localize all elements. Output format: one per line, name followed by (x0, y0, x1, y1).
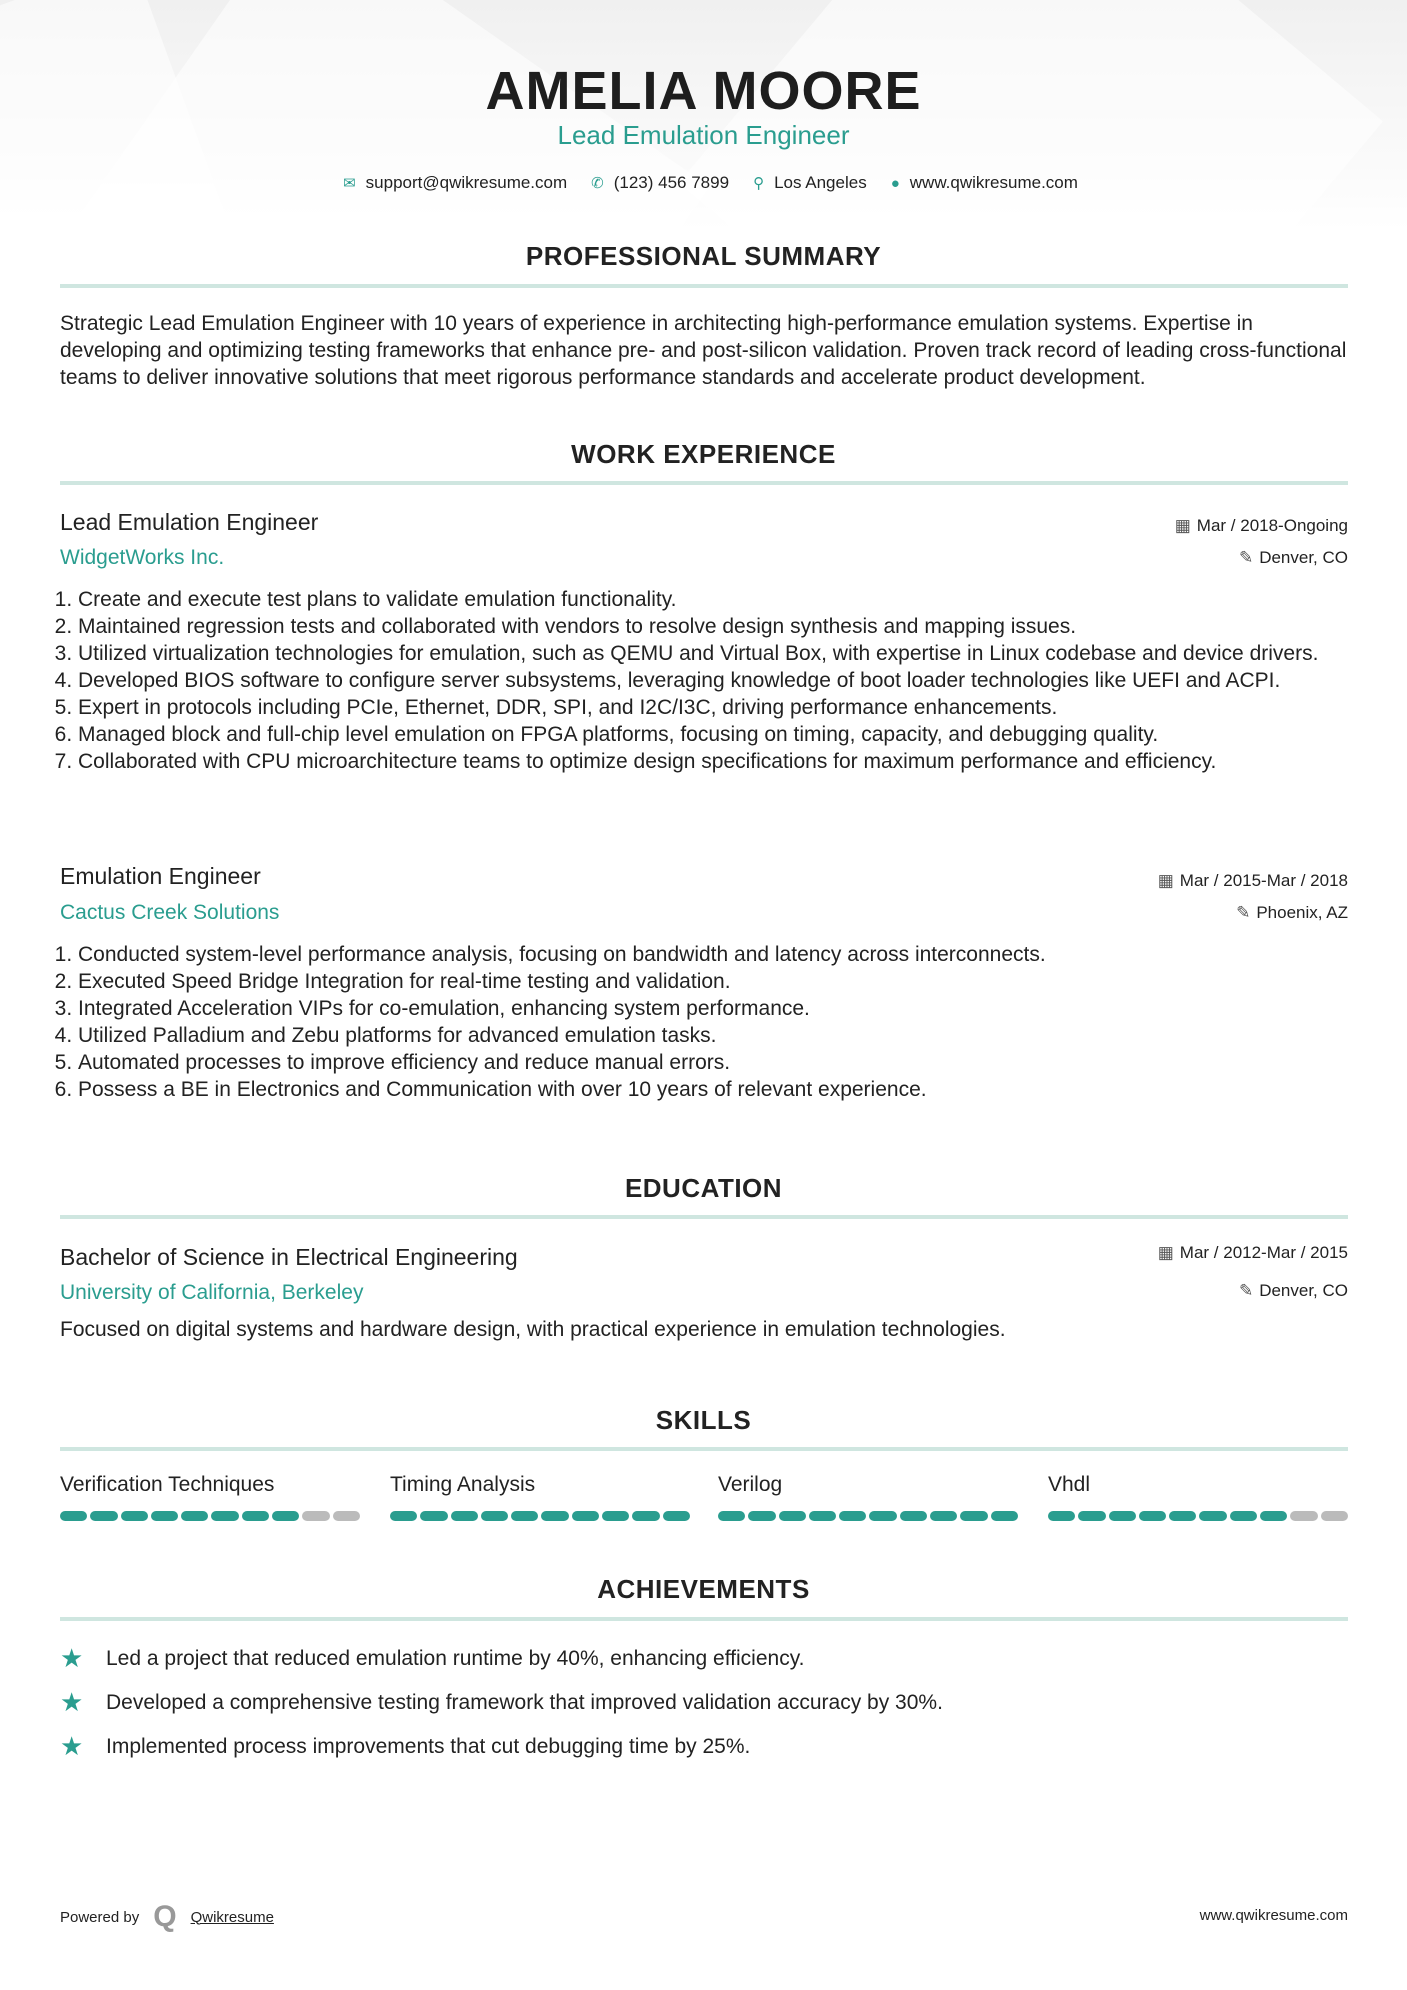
job-title: Lead Emulation Engineer (60, 509, 319, 535)
divider (60, 1617, 1348, 1621)
job-title: Emulation Engineer (60, 863, 261, 889)
skill-segment (181, 1511, 208, 1521)
skill-segment (211, 1511, 238, 1521)
achievement-item (60, 1687, 943, 1718)
skill-name: Verilog (718, 1473, 783, 1496)
education-dates (1158, 1243, 1348, 1263)
phone-icon: ✆ (591, 175, 604, 192)
skill-segment (151, 1511, 178, 1521)
skill-segment (242, 1511, 269, 1521)
company: WidgetWorks Inc. (60, 546, 225, 569)
list-item: 5. Automated processes to improve efficiency and reduce manual errors. (78, 1049, 1358, 1076)
skill-item (718, 1473, 1018, 1521)
list-item: 6. Managed block and full-chip level emulation on FPGA platforms, focusing on timing, capacity, and debugging quality. (78, 721, 1358, 748)
envelope-icon: ✉ (343, 175, 356, 192)
job-dates (1158, 871, 1348, 891)
powered-by-text: Powered by (60, 1908, 140, 1926)
location-text: Denver, CO (1259, 1281, 1348, 1300)
achievements-heading: ACHIEVEMENTS (597, 1574, 810, 1604)
skill-segment (748, 1511, 775, 1521)
list-item: 2. Maintained regression tests and collaborated with vendors to resolve design synthesis and mapping issues. (78, 613, 1358, 640)
education-description: Focused on digital systems and hardware design, with practical experience in emulation technologies. (60, 1318, 1006, 1341)
skill-segment (1169, 1511, 1196, 1521)
divider (60, 481, 1348, 485)
education-heading: EDUCATION (624, 1173, 783, 1203)
skill-segment (451, 1511, 478, 1521)
skill-segment (1321, 1511, 1348, 1521)
skill-segment (1139, 1511, 1166, 1521)
skill-segment (960, 1511, 987, 1521)
pin-icon: ✎ (1238, 548, 1254, 567)
pin-icon: ✎ (1238, 1281, 1254, 1300)
location-pin-icon: ⚲ (753, 175, 765, 192)
job-location (1236, 903, 1348, 923)
dates-text: Mar / 2018-Ongoing (1196, 516, 1348, 535)
calendar-icon: ▦ (1174, 516, 1191, 535)
dates-text: Mar / 2015-Mar / 2018 (1179, 871, 1348, 890)
degree: Bachelor of Science in Electrical Engineering (60, 1244, 518, 1270)
star-icon: ★ (60, 1687, 84, 1717)
job-bullets (78, 586, 1358, 775)
company: Cactus Creek Solutions (60, 901, 280, 924)
skill-item (60, 1473, 360, 1521)
divider (60, 1215, 1348, 1219)
skill-level-bar (390, 1511, 690, 1521)
list-item: 5. Expert in protocols including PCIe, Ethernet, DDR, SPI, and I2C/I3C, driving performance enhancements. (78, 694, 1358, 721)
list-item: 3. Integrated Acceleration VIPs for co-emulation, enhancing system performance. (78, 995, 1358, 1022)
job-dates (1175, 516, 1348, 536)
skill-segment (869, 1511, 896, 1521)
skill-segment (930, 1511, 957, 1521)
location-text: Denver, CO (1259, 548, 1348, 567)
calendar-icon: ▦ (1157, 871, 1174, 890)
skill-segment (420, 1511, 447, 1521)
skill-segment (1078, 1511, 1105, 1521)
candidate-role: Lead Emulation Engineer (557, 120, 850, 150)
education-location (1239, 1281, 1348, 1301)
skill-level-bar (718, 1511, 1018, 1521)
skill-segment (121, 1511, 148, 1521)
experience-heading: WORK EXPERIENCE (571, 439, 836, 469)
skill-item (1048, 1473, 1348, 1521)
skill-segment (302, 1511, 329, 1521)
skill-segment (511, 1511, 538, 1521)
job-bullets (78, 941, 1358, 1103)
list-item: 3. Utilized virtualization technologies for emulation, such as QEMU and Virtual Box, with expertise in Linux codebase and device drivers. (78, 640, 1358, 667)
summary-heading: PROFESSIONAL SUMMARY (525, 241, 882, 271)
skill-segment (272, 1511, 299, 1521)
candidate-name: AMELIA MOORE (485, 61, 922, 121)
summary-text: Strategic Lead Emulation Engineer with 10 years of experience in architecting high-performance emulation systems. Expertise in developing and optimizing testing frameworks that enhance pre- and post-silicon validation. Proven track record of leading cross-functional teams to deliver innovative solutions that meet rigorous performance standards and accelerate product development. (60, 312, 1347, 389)
brand-link[interactable]: Qwikresume (190, 1908, 274, 1926)
achievement-text: Developed a comprehensive testing framework that improved validation accuracy by 30%. (106, 1690, 943, 1714)
skill-segment (572, 1511, 599, 1521)
list-item: 1. Create and execute test plans to validate emulation functionality. (78, 586, 1358, 613)
skill-segment (839, 1511, 866, 1521)
website[interactable]: www.qwikresume.com (909, 173, 1078, 192)
email[interactable]: support@qwikresume.com (365, 173, 568, 192)
skill-segment (809, 1511, 836, 1521)
school: University of California, Berkeley (60, 1281, 364, 1304)
skill-name: Vhdl (1048, 1473, 1091, 1496)
achievement-item (60, 1643, 805, 1674)
skill-name: Timing Analysis (390, 1473, 536, 1496)
skill-segment (991, 1511, 1018, 1521)
star-icon: ★ (60, 1643, 84, 1673)
list-item: 4. Developed BIOS software to configure server subsystems, leveraging knowledge of boot loader technologies like UEFI and ACPI. (78, 667, 1358, 694)
skill-segment (60, 1511, 87, 1521)
job-location (1239, 548, 1348, 568)
footer-website[interactable]: www.qwikresume.com (1199, 1907, 1348, 1924)
skill-segment (481, 1511, 508, 1521)
star-icon: ★ (60, 1731, 84, 1761)
skill-segment (632, 1511, 659, 1521)
divider (60, 284, 1348, 288)
skill-name: Verification Techniques (60, 1473, 275, 1496)
dates-text: Mar / 2012-Mar / 2015 (1179, 1243, 1348, 1262)
footer-powered (60, 1900, 274, 1934)
skill-segment (663, 1511, 690, 1521)
location-text: Phoenix, AZ (1256, 903, 1348, 922)
list-item: 6. Possess a BE in Electronics and Communication with over 10 years of relevant experience. (78, 1076, 1358, 1103)
globe-icon: ● (890, 174, 900, 192)
skill-segment (1230, 1511, 1257, 1521)
skill-segment (390, 1511, 417, 1521)
skill-segment (333, 1511, 360, 1521)
skill-segment (1048, 1511, 1075, 1521)
skill-segment (1199, 1511, 1226, 1521)
phone: (123) 456 7899 (613, 173, 730, 192)
skill-segment (541, 1511, 568, 1521)
skill-segment (90, 1511, 117, 1521)
skills-heading: SKILLS (655, 1405, 752, 1435)
list-item: 4. Utilized Palladium and Zebu platforms for advanced emulation tasks. (78, 1022, 1358, 1049)
list-item: 7. Collaborated with CPU microarchitecture teams to optimize design specifications for maximum performance and efficiency. (78, 748, 1358, 775)
calendar-icon: ▦ (1157, 1243, 1174, 1262)
pin-icon: ✎ (1236, 903, 1251, 922)
list-item: 1. Conducted system-level performance analysis, focusing on bandwidth and latency across interconnects. (78, 941, 1358, 968)
skill-segment (1260, 1511, 1287, 1521)
location: Los Angeles (774, 173, 867, 192)
achievement-item (60, 1731, 750, 1762)
skill-segment (718, 1511, 745, 1521)
skill-segment (900, 1511, 927, 1521)
skill-item (390, 1473, 690, 1521)
achievement-text: Led a project that reduced emulation runtime by 40%, enhancing efficiency. (106, 1646, 805, 1670)
skill-segment (602, 1511, 629, 1521)
skill-level-bar (1048, 1511, 1348, 1521)
divider (60, 1447, 1348, 1451)
skill-segment (1109, 1511, 1136, 1521)
qwikresume-logo-icon: Q (153, 1900, 177, 1933)
list-item: 2. Executed Speed Bridge Integration for real-time testing and validation. (78, 968, 1358, 995)
skill-segment (779, 1511, 806, 1521)
skill-level-bar (60, 1511, 360, 1521)
achievement-text: Implemented process improvements that cut debugging time by 25%. (106, 1734, 751, 1758)
contact-row (0, 173, 1407, 193)
skill-segment (1290, 1511, 1317, 1521)
